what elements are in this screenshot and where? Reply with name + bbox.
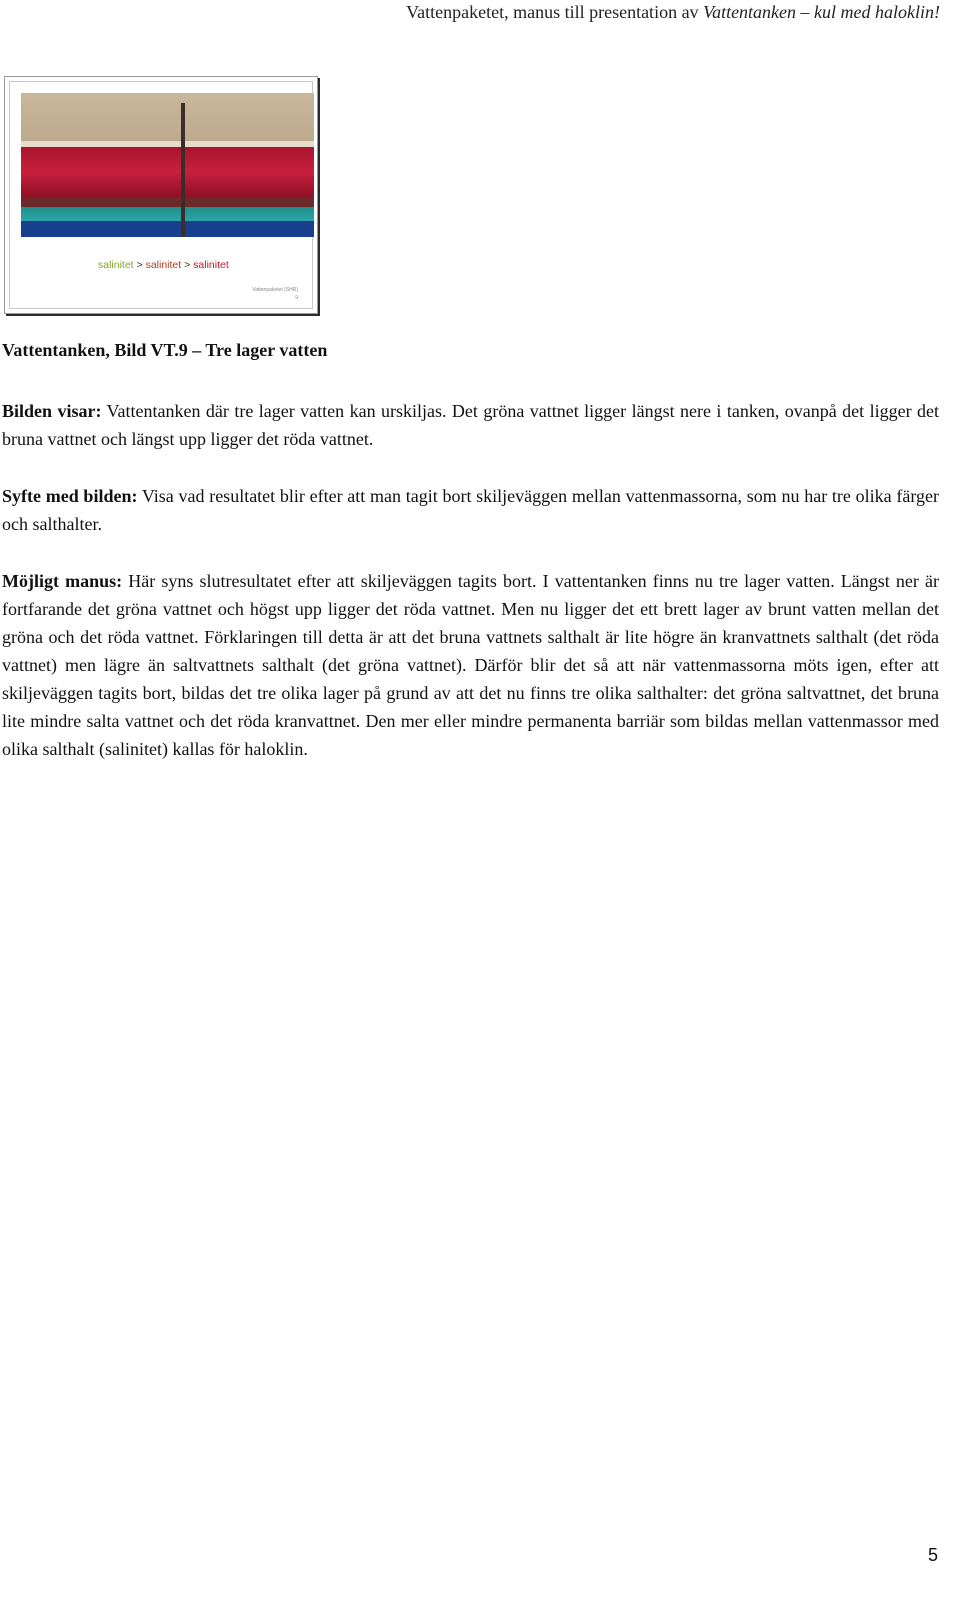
header-prefix: Vattenpaketet, manus till presentation av <box>406 2 704 22</box>
caption-salinity-brown: salinitet <box>145 259 182 271</box>
paragraph-label: Bilden visar: <box>2 401 102 421</box>
slide-number: 9 <box>295 295 298 301</box>
tank-base <box>21 221 314 237</box>
tank-background <box>21 93 314 141</box>
paragraph-text: Visa vad resultatet blir efter att man tagit bort skiljeväggen mellan vattenmassorna, som nu har tre olika färger och salthalter. <box>2 486 939 534</box>
paragraph-text: Här syns slutresultatet efter att skiljeväggen tagits bort. I vattentanken finns nu tre lager vatten. Längst ner är fortfarande det gröna vattnet och högst upp ligger det röda vattnet. Men nu ligger det ett brett lager av brunt vatten mellan det gröna och det röda vattnet. Förklaringen till detta är att det bruna vattnets salthalt är lite högre än kranvattnets salthalt (det röda vattnet) men lägre än saltvattnets salthalt (det gröna vattnet). Därför blir det så att när vattenmassorna möts igen, efter att skiljeväggen tagits bort, bildas det tre olika lager på grund av att det nu finns tre olika salthalter: det gröna saltvattnet, det bruna lite mindre salta vattnet och det röda kranvattnet. Den mer eller mindre permanenta barriär som bildas mellan vattenmassor med olika salthalt (salinitet) kallas för haloklin. <box>2 571 940 759</box>
caption-salinity-red: salinitet <box>193 259 229 271</box>
red-water-layer <box>21 147 314 197</box>
water-tank-photo <box>21 93 314 237</box>
caption-separator: > <box>181 259 194 271</box>
slide-caption <box>98 259 229 271</box>
paragraph-script <box>2 567 939 763</box>
slide-footer <box>252 286 298 302</box>
slide-thumbnail <box>4 76 318 314</box>
slide-footer-text: Vattenpaketet (SHR) <box>252 287 298 293</box>
page-header <box>406 2 940 23</box>
paragraph-label: Syfte med bilden: <box>2 486 138 506</box>
slide-frame <box>9 81 313 309</box>
paragraph-text: Vattentanken där tre lager vatten kan urskiljas. Det gröna vattnet ligger längst nere i tanken, ovanpå det ligger det bruna vattnet och längst upp ligger det röda vattnet. <box>2 401 939 449</box>
divider-rod <box>181 103 185 237</box>
caption-salinity-green: salinitet <box>98 259 134 271</box>
paragraph-label: Möjligt manus: <box>2 571 123 591</box>
header-title-italic: Vattentanken – kul med haloklin! <box>703 2 940 22</box>
section-title: Vattentanken, Bild VT.9 – Tre lager vatten <box>2 340 328 360</box>
paragraph-shows <box>2 397 939 453</box>
brown-water-layer <box>21 197 314 207</box>
green-water-layer <box>21 207 314 221</box>
caption-separator: > <box>133 259 146 271</box>
paragraph-purpose <box>2 482 939 538</box>
page-number: 5 <box>927 1545 938 1565</box>
